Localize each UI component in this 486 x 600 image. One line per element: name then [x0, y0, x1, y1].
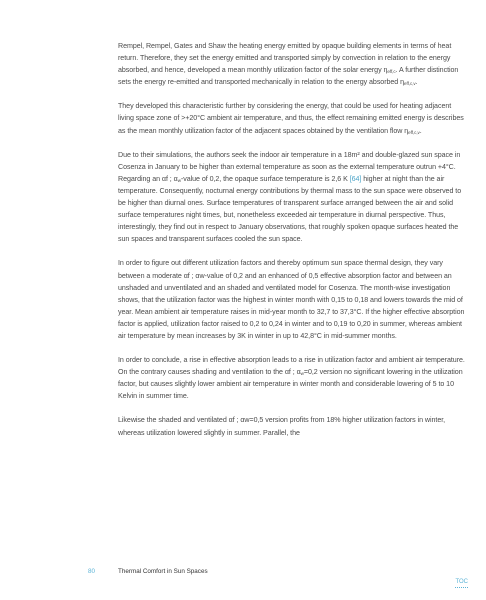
paragraph-4: In order to figure out different utilization factors and thereby optimum sun space thermal design, they vary between a moderate αf ; αw-value of 0,2 and an enhanced of 0,5 effective absorption factor and between an unshaded and unventilated and an shaded and ventilated model for Cosenza. The month-wise investigation shows, that the utilization factor was the highest in winter month with 0,15 to 0,18 and lowers towards the mid of year. Mean ambient air temperature raises in mid-year month to 32,7 to 37,3°C. If the higher effective absorption factor is applied, utilization factor raised to 0,2 to 0,24 in winter and to 0,19 to 0,20 in summer, whereas ambient air temperature by mean increases by 3K in winter in up to 42,8°C in mid-summer months.	[118, 259, 465, 340]
paragraph-2: They developed this characteristic further by considering the energy, that could be used for heating adjacent living space zone of >+20°C ambient air temperature, and thus, the effect remaining emitted energy is describes as the mean monthly utilization factor of the adjacent spaces obtained by the ventilation flow $\eta_{eff,c,v}$.	[118, 102, 464, 135]
page-number: 80	[88, 568, 96, 575]
toc-link[interactable]: TOC	[455, 579, 468, 588]
citation-link[interactable]: [64]	[349, 174, 362, 183]
body-text	[118, 40, 466, 451]
running-title: Thermal Comfort in Sun Spaces	[118, 568, 208, 575]
page-footer	[0, 568, 486, 580]
paragraph-5: In order to conclude, a rise in effective absorption leads to a rise in utilization factor and ambient air temperature. On the contrary causes shading and ventilation to the αf ; $\alpha_w=0,2$ version no significant lowering in the utilization factor, but causes slightly lower ambient air temperature in winter month and considerable lowering of 5 to 10 Kelvin in summer time.	[118, 356, 465, 401]
paragraph-3: Due to their simulations, the authors seek the indoor air temperature in a 18m² and double-glazed sun space in Cosenza in January to be higher than external temperature as soon as the external temperature outrun +4°C. Regarding an αf ; $\alpha_w$-value of 0,2, the opaque surface temperature is 2,6 K [64] higher at night than the air temperature. Consequently, nocturnal energy contributions by thermal mass to the sun space were observed to be higher than diurnal ones. Surface temperatures of transparent surface arranged between the air and solid surface temperatures night times, but, nonetheless exceeded air temperature in diurnal perspective. Thus, interestingly, they find out in respect to January observations, that roughly spoken opaque surfaces heated the sun spaces and transparent surfaces cooled the sun space.	[118, 150, 462, 244]
paragraph-1: Rempel, Rempel, Gates and Shaw the heating energy emitted by opaque building elements in terms of heat return. Therefore, they set the energy emitted and transported simply by convection in relation to the energy absorbed, and hence, developed a mean monthly utilization factor of the solar energy $\eta_{eff,c}$. A further distinction sets the energy re-emitted and transported mechanically in relation to the energy absorbed $\eta_{eff,c,v}$.	[118, 42, 459, 87]
paragraph-6: Likewise the shaded and ventilated αf ; αw=0,5 version profits from 18% higher utilization factors in winter, whereas utilization lowered slightly in summer. Parallel, the	[118, 416, 446, 437]
